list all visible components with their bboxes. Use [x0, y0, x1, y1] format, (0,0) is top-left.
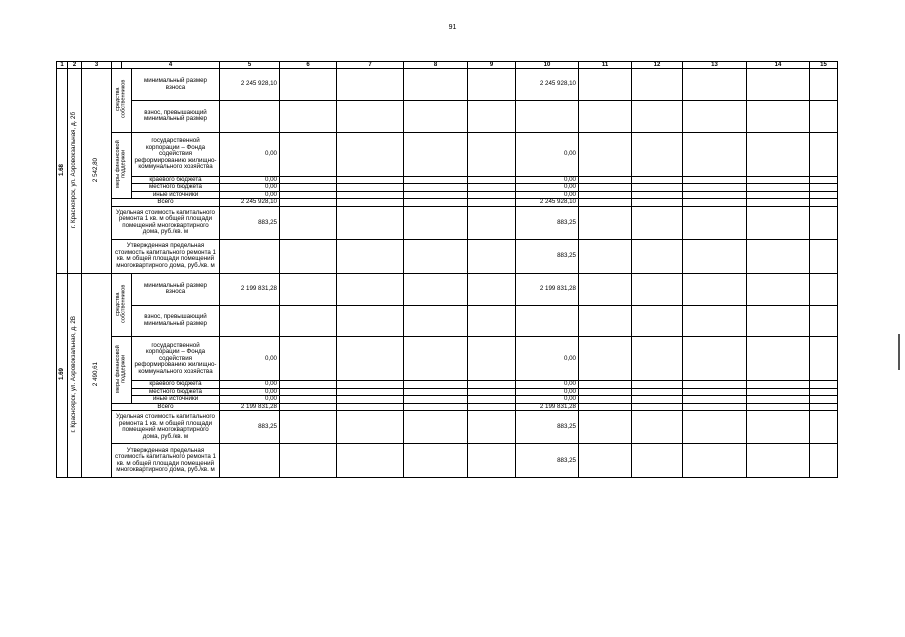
cell-10: 0,00	[516, 184, 579, 192]
cell-5	[220, 101, 280, 133]
row-label: минимальный размер взноса	[132, 69, 220, 101]
cell-5	[220, 239, 280, 273]
cell-5: 0,00	[220, 396, 280, 404]
table-row	[57, 191, 838, 199]
cell-10: 2 245 928,10	[516, 69, 579, 101]
row-label: минимальный размер взноса	[132, 273, 220, 305]
cell-5: 2 245 928,10	[220, 199, 280, 207]
cell-10: 0,00	[516, 388, 579, 396]
cell-10: 883,25	[516, 239, 579, 273]
table-row	[57, 381, 838, 389]
col-header: 14	[747, 62, 810, 69]
cell-10: 0,00	[516, 176, 579, 184]
table-row	[57, 101, 838, 133]
table-row	[57, 411, 838, 444]
owner-funds-group: средства собственников	[112, 69, 132, 133]
address: г. Красноярск, ул. Аэровокзальная, д. 2В	[68, 273, 82, 478]
cell-10: 0,00	[516, 337, 579, 381]
row-label-unit-cost: Удельная стоимость капитального ремонта 1 кв. м общей площади помещений многоквартирного дома, руб./кв. м	[112, 411, 220, 444]
row-label: местного бюджета	[132, 184, 220, 192]
header-row	[57, 62, 838, 69]
row-label-max-cost: Утвержденная предельная стоимость капитального ремонта 1 кв. м общей площади помещений многоквартирного дома, руб./кв. м	[112, 239, 220, 273]
table-row	[57, 132, 838, 176]
row-label: местного бюджета	[132, 388, 220, 396]
cell-10: 883,25	[516, 206, 579, 239]
table-row	[57, 199, 838, 207]
row-label: государственной корпорации – Фонда содействия реформированию жилищно-коммунального хозяйства	[132, 337, 220, 381]
address: г. Красноярск, ул. Аэровокзальная, д. 2б	[68, 69, 82, 274]
table-row	[57, 403, 838, 411]
item-number: 1.68	[57, 69, 68, 274]
cell-5: 0,00	[220, 191, 280, 199]
table-row	[57, 239, 838, 273]
row-label: взнос, превышающий минимальный размер	[132, 305, 220, 337]
page-number: 91	[448, 24, 457, 31]
table-row	[57, 388, 838, 396]
cell-10	[516, 101, 579, 133]
cell-10: 2 199 831,28	[516, 403, 579, 411]
col-header: 12	[632, 62, 683, 69]
row-label: государственной корпорации – Фонда содействия реформированию жилищно-коммунального хозяйства	[132, 132, 220, 176]
row-label-unit-cost: Удельная стоимость капитального ремонта 1 кв. м общей площади помещений многоквартирного дома, руб./кв. м	[112, 206, 220, 239]
col-header	[112, 62, 122, 69]
cell-5: 2 245 928,10	[220, 69, 280, 101]
table-row	[57, 176, 838, 184]
table-row	[57, 444, 838, 478]
table-row	[57, 273, 838, 305]
row-label: иные источники	[132, 396, 220, 404]
col-header: 6	[280, 62, 337, 69]
support-measures-group: меры финансовой поддержки	[112, 337, 132, 404]
row-label-total: Всего	[112, 403, 220, 411]
col-header: 1	[57, 62, 68, 69]
cell-5: 2 199 831,28	[220, 403, 280, 411]
cell-5: 0,00	[220, 132, 280, 176]
table-row	[57, 69, 838, 101]
cell-5: 2 199 831,28	[220, 273, 280, 305]
col-header: 5	[220, 62, 280, 69]
col-header: 13	[683, 62, 747, 69]
table-row	[57, 184, 838, 192]
table-row	[57, 396, 838, 404]
col-header: 8	[404, 62, 468, 69]
cell-10: 883,25	[516, 411, 579, 444]
row-label: краевого бюджета	[132, 381, 220, 389]
col-header: 4	[122, 62, 220, 69]
cell-5: 0,00	[220, 184, 280, 192]
cell-5: 0,00	[220, 381, 280, 389]
col-header: 11	[579, 62, 632, 69]
cell-5: 0,00	[220, 337, 280, 381]
table-row	[57, 206, 838, 239]
cell-10: 0,00	[516, 381, 579, 389]
cell-5	[220, 305, 280, 337]
col-header: 15	[810, 62, 838, 69]
cell-10: 0,00	[516, 132, 579, 176]
cell-5: 883,25	[220, 206, 280, 239]
total-area: 2 542,80	[82, 69, 112, 274]
row-label: краевого бюджета	[132, 176, 220, 184]
owner-funds-group: средства собственников	[112, 273, 132, 337]
item-number: 1.69	[57, 273, 68, 478]
row-label-total: Всего	[112, 199, 220, 207]
row-label-max-cost: Утвержденная предельная стоимость капитального ремонта 1 кв. м общей площади помещений многоквартирного дома, руб./кв. м	[112, 444, 220, 478]
cell-10: 0,00	[516, 191, 579, 199]
col-header: 2	[68, 62, 82, 69]
total-area: 2 490,61	[82, 273, 112, 478]
table-row	[57, 337, 838, 381]
cell-10: 2 199 831,28	[516, 273, 579, 305]
table-row	[57, 305, 838, 337]
cell-10: 0,00	[516, 396, 579, 404]
col-header: 3	[82, 62, 112, 69]
cell-5	[220, 444, 280, 478]
cell-5: 0,00	[220, 176, 280, 184]
support-measures-group: меры финансовой поддержки	[112, 132, 132, 199]
col-header: 7	[337, 62, 404, 69]
cell-10: 883,25	[516, 444, 579, 478]
col-header: 9	[468, 62, 516, 69]
capital-repair-table	[56, 61, 838, 478]
cell-5: 883,25	[220, 411, 280, 444]
scan-edge-mark	[898, 334, 900, 370]
row-label: взнос, превышающий минимальный размер	[132, 101, 220, 133]
cell-10	[516, 305, 579, 337]
col-header: 10	[516, 62, 579, 69]
cell-5: 0,00	[220, 388, 280, 396]
row-label: иные источники	[132, 191, 220, 199]
cell-10: 2 245 928,10	[516, 199, 579, 207]
